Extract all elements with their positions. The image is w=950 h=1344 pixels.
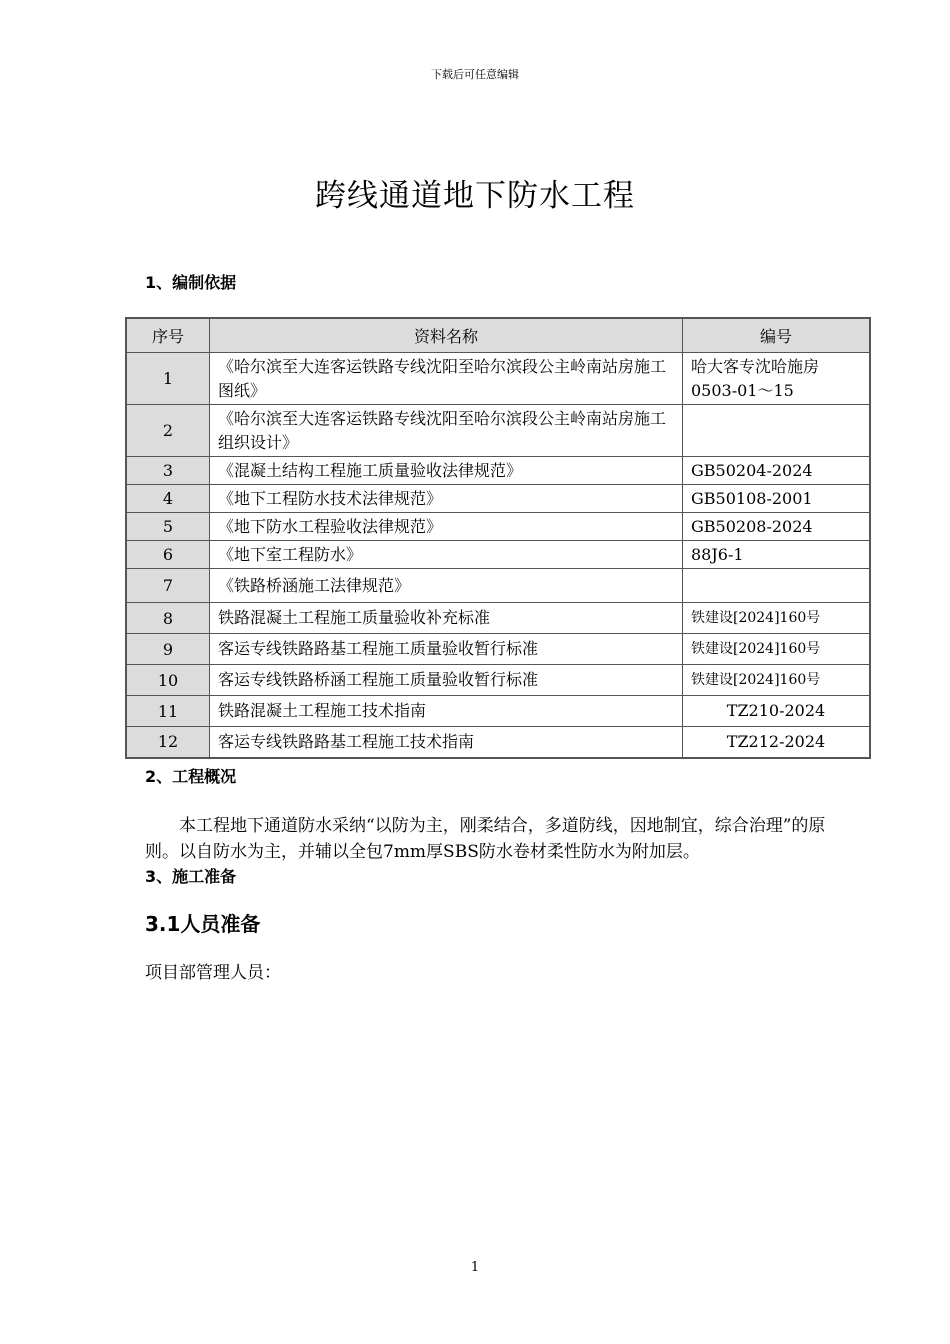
section-2-heading: 2、工程概况 — [145, 767, 237, 786]
row-code: 88J6-1 — [683, 541, 871, 569]
row-num: 6 — [126, 541, 210, 569]
row-code: TZ210-2024 — [683, 696, 871, 727]
row-name: 铁路混凝土工程施工质量验收补充标准 — [210, 603, 683, 634]
table-row — [126, 603, 870, 634]
row-name: 《铁路桥涵施工法律规范》 — [210, 569, 683, 603]
row-num: 8 — [126, 603, 210, 634]
row-name: 《地下工程防水技术法律规范》 — [210, 485, 683, 513]
table-row — [126, 727, 870, 758]
table-row — [126, 457, 870, 485]
table-row — [126, 634, 870, 665]
row-num: 11 — [126, 696, 210, 727]
row-code: 铁建设[2024]160号 — [683, 665, 871, 696]
page-number: 1 — [470, 1260, 480, 1275]
page-header-note: 下载后可任意编辑 — [431, 68, 519, 81]
management-staff-label: 项目部管理人员： — [145, 963, 281, 983]
table-row — [126, 696, 870, 727]
table-row — [126, 569, 870, 603]
row-num: 9 — [126, 634, 210, 665]
row-num: 7 — [126, 569, 210, 603]
row-num: 4 — [126, 485, 210, 513]
row-code: GB50108-2001 — [683, 485, 871, 513]
row-name: 客运专线铁路路基工程施工技术指南 — [210, 727, 683, 758]
row-num: 12 — [126, 727, 210, 758]
row-code — [683, 405, 871, 457]
row-code — [683, 569, 871, 603]
row-name: 客运专线铁路路基工程施工质量验收暂行标准 — [210, 634, 683, 665]
row-num: 10 — [126, 665, 210, 696]
row-name: 《地下防水工程验收法律规范》 — [210, 513, 683, 541]
section-3-1-heading: 3.1人员准备 — [145, 912, 261, 936]
table-row — [126, 665, 870, 696]
row-code: 铁建设[2024]160号 — [683, 603, 871, 634]
column-header-num: 序号 — [126, 318, 210, 353]
row-name: 《哈尔滨至大连客运铁路专线沈阳至哈尔滨段公主岭南站房施工图纸》 — [210, 353, 683, 405]
row-name: 《地下室工程防水》 — [210, 541, 683, 569]
row-name: 铁路混凝土工程施工技术指南 — [210, 696, 683, 727]
section-3-heading: 3、施工准备 — [145, 867, 237, 886]
row-num: 2 — [126, 405, 210, 457]
table-row — [126, 405, 870, 457]
column-header-code: 编号 — [683, 318, 871, 353]
row-code: 铁建设[2024]160号 — [683, 634, 871, 665]
table-header-row — [126, 318, 870, 353]
project-overview-paragraph: 本工程地下通道防水采纳“以防为主，刚柔结合，多道防线，因地制宜，综合治理”的原则。以自防水为主，并辅以全包7mm厚SBS防水卷材柔性防水为附加层。 — [145, 816, 826, 862]
reference-table — [125, 317, 871, 759]
document-title: 跨线通道地下防水工程 — [315, 178, 635, 214]
row-name: 《哈尔滨至大连客运铁路专线沈阳至哈尔滨段公主岭南站房施工组织设计》 — [210, 405, 683, 457]
row-num: 1 — [126, 353, 210, 405]
row-code: 哈大客专沈哈施房0503-01～15 — [683, 353, 871, 405]
table-row — [126, 541, 870, 569]
table-row — [126, 513, 870, 541]
row-name: 《混凝土结构工程施工质量验收法律规范》 — [210, 457, 683, 485]
row-num: 3 — [126, 457, 210, 485]
row-code: GB50208-2024 — [683, 513, 871, 541]
section-1-heading: 1、编制依据 — [145, 273, 237, 292]
column-header-name: 资料名称 — [210, 318, 683, 353]
row-code: GB50204-2024 — [683, 457, 871, 485]
table-row — [126, 485, 870, 513]
table-row — [126, 353, 870, 405]
row-code: TZ212-2024 — [683, 727, 871, 758]
row-name: 客运专线铁路桥涵工程施工质量验收暂行标准 — [210, 665, 683, 696]
row-num: 5 — [126, 513, 210, 541]
